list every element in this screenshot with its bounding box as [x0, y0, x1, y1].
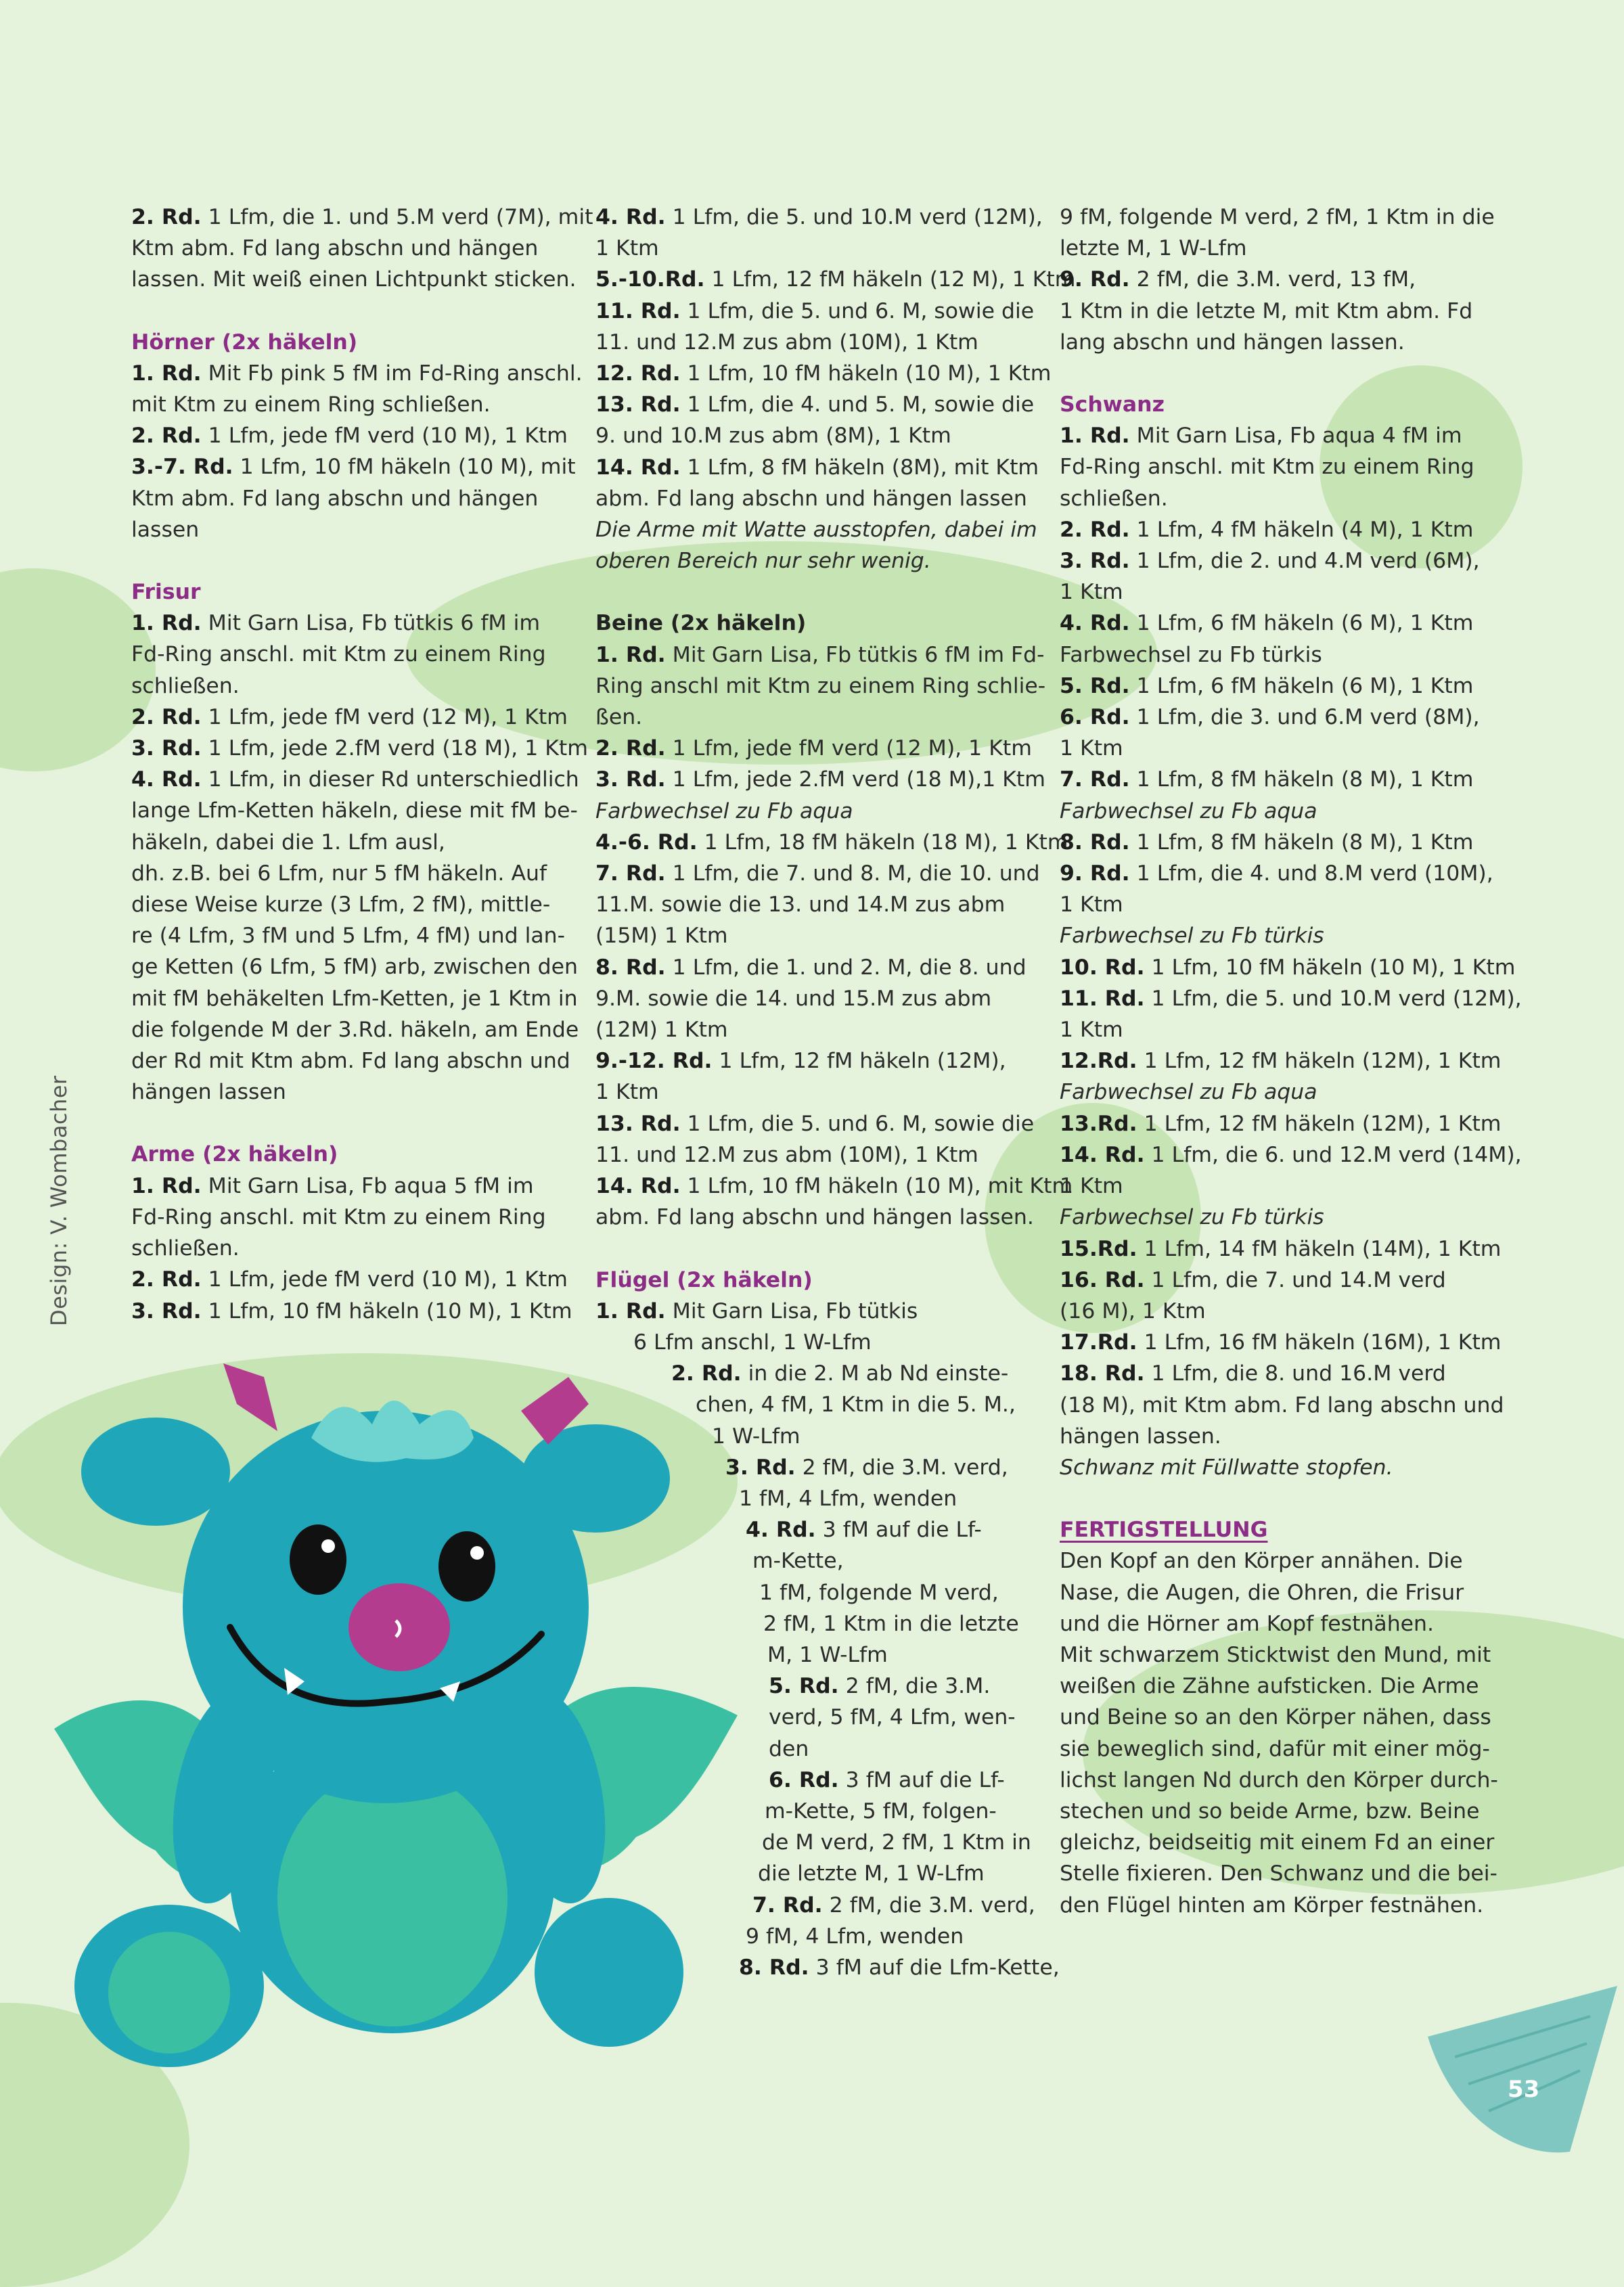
text-line: re (4 Lfm, 3 fM und 5 Lfm, 4 fM) und lan-	[131, 924, 565, 949]
text-line: schließen.	[1060, 486, 1168, 511]
text-line: 3. Rd. 1 Lfm, jede 2.fM verd (18 M),1 Ktm	[595, 767, 1045, 792]
text-line: 9.M. sowie die 14. und 15.M zus abm	[595, 986, 992, 1011]
text-line: 1 Ktm	[1060, 1018, 1123, 1043]
text-line: 4. Rd. 1 Lfm, die 5. und 10.M verd (12M),	[595, 205, 1043, 229]
text-line: 1. Rd. Mit Garn Lisa, Fb tütkis	[595, 1298, 918, 1323]
text-line: 17.Rd. 1 Lfm, 16 fM häkeln (16M), 1 Ktm	[1060, 1330, 1502, 1355]
section-heading-frisur: Frisur	[131, 580, 201, 605]
text-line: Fd-Ring anschl. mit Ktm zu einem Ring	[131, 1204, 546, 1229]
text-line: 3.-7. Rd. 1 Lfm, 10 fM häkeln (10 M), mit	[131, 455, 576, 480]
text-line: 1 W-Lfm	[712, 1424, 800, 1449]
text-line: gleichz, beidseitig mit einem Fd an einer	[1060, 1830, 1495, 1855]
text-line: häkeln, dabei die 1. Lfm ausl,	[131, 830, 445, 855]
text-line: die folgende M der 3.Rd. häkeln, am Ende	[131, 1017, 579, 1042]
belly	[277, 1769, 508, 2026]
text-line: 11. und 12.M zus abm (10M), 1 Ktm	[595, 1142, 978, 1167]
text-line: 7. Rd. 2 fM, die 3.M. verd,	[752, 1893, 1035, 1918]
text-line: 12.Rd. 1 Lfm, 12 fM häkeln (12M), 1 Ktm	[1060, 1049, 1502, 1074]
text-line: 3. Rd. 1 Lfm, 10 fM häkeln (10 M), 1 Ktm	[131, 1298, 572, 1323]
text-line: M, 1 W-Lfm	[767, 1642, 888, 1667]
text-line: und Beine so an den Körper nähen, dass	[1060, 1705, 1491, 1730]
text-line: 1. Rd. Mit Fb pink 5 fM im Fd-Ring anschl.	[131, 361, 583, 386]
text-line: 1. Rd. Mit Garn Lisa, Fb aqua 5 fM im	[131, 1173, 534, 1198]
text-line: 9 fM, 4 Lfm, wenden	[746, 1924, 964, 1949]
text-line: (18 M), mit Ktm abm. Fd lang abschn und	[1060, 1392, 1504, 1418]
text-line: den Flügel hinten am Körper festnähen.	[1060, 1893, 1484, 1918]
designer-credit: Design: V. Wombacher	[46, 1075, 72, 1326]
text-line: 1 Ktm	[1060, 580, 1123, 605]
text-line: Schwanz mit Füllwatte stopfen.	[1060, 1455, 1393, 1480]
text-line: 14. Rd. 1 Lfm, die 6. und 12.M verd (14M),	[1060, 1142, 1522, 1167]
text-line: 11. Rd. 1 Lfm, die 5. und 6. M, sowie die	[595, 298, 1035, 323]
text-line: stechen und so beide Arme, bzw. Beine	[1060, 1798, 1480, 1824]
text-line: 11. und 12.M zus abm (10M), 1 Ktm	[595, 330, 978, 355]
text-line: Fd-Ring anschl. mit Ktm zu einem Ring	[131, 642, 546, 667]
text-line: 6. Rd. 1 Lfm, die 3. und 6.M verd (8M),	[1060, 705, 1480, 730]
text-line: 13. Rd. 1 Lfm, die 5. und 6. M, sowie die	[595, 1111, 1035, 1136]
text-line: 2. Rd. 1 Lfm, jede fM verd (10 M), 1 Ktm	[131, 1267, 568, 1292]
text-line: 2. Rd. 1 Lfm, 4 fM häkeln (4 M), 1 Ktm	[1060, 517, 1474, 542]
text-line: 1 Ktm	[595, 236, 659, 261]
text-line: Farbwechsel zu Fb türkis	[1060, 642, 1322, 667]
text-line: und die Hörner am Kopf festnähen.	[1060, 1611, 1435, 1636]
text-line: Stelle fixieren. Den Schwanz und die bei-	[1060, 1861, 1497, 1886]
text-line: 1. Rd. Mit Garn Lisa, Fb tütkis 6 fM im	[131, 611, 541, 636]
text-line: Farbwechsel zu Fb aqua	[1060, 798, 1317, 823]
text-line: abm. Fd lang abschn und hängen lassen.	[595, 1205, 1034, 1230]
text-line: 6. Rd. 3 fM auf die Lf-	[769, 1767, 1005, 1792]
text-line: hängen lassen	[131, 1080, 286, 1105]
text-line: schließen.	[131, 1236, 240, 1261]
text-line: 10. Rd. 1 Lfm, 10 fM häkeln (10 M), 1 Ktm	[1060, 955, 1516, 980]
text-line: 1 Ktm	[1060, 736, 1123, 761]
text-line: sie beweglich sind, dafür mit einer mög-	[1060, 1736, 1490, 1761]
text-line: hängen lassen.	[1060, 1424, 1221, 1449]
text-line: 1 Ktm	[1060, 892, 1123, 918]
text-line: 11.M. sowie die 13. und 14.M zus abm	[595, 892, 1006, 918]
text-line: Ktm abm. Fd lang abschn und hängen	[131, 486, 539, 511]
text-line: 3. Rd. 1 Lfm, die 2. und 4.M verd (6M),	[1060, 549, 1480, 574]
text-line: 4.-6. Rd. 1 Lfm, 18 fM häkeln (18 M), 1 Ktm	[595, 830, 1068, 855]
text-line: Nase, die Augen, die Ohren, die Frisur	[1060, 1580, 1464, 1605]
corner-decoration	[1428, 1976, 1624, 2165]
text-line: mit fM behäkelten Lfm-Ketten, je 1 Ktm in	[131, 986, 578, 1011]
section-heading-arme: Arme (2x häkeln)	[131, 1142, 338, 1167]
text-line: 5. Rd. 1 Lfm, 6 fM häkeln (6 M), 1 Ktm	[1060, 673, 1474, 698]
text-line: 2. Rd. in die 2. M ab Nd einste-	[671, 1361, 1009, 1386]
text-line: abm. Fd lang abschn und hängen lassen	[595, 486, 1027, 511]
text-line: lang abschn und hängen lassen.	[1060, 330, 1405, 355]
text-line: 1 fM, 4 Lfm, wenden	[739, 1486, 957, 1511]
text-line: 3. Rd. 2 fM, die 3.M. verd,	[725, 1455, 1008, 1480]
right-eye	[438, 1531, 495, 1602]
section-heading-hoerner: Hörner (2x häkeln)	[131, 330, 358, 355]
text-line: oberen Bereich nur sehr wenig.	[595, 549, 931, 574]
text-line: de M verd, 2 fM, 1 Ktm in	[762, 1830, 1031, 1855]
left-eye	[290, 1524, 346, 1595]
text-line: 5.-10.Rd. 1 Lfm, 12 fM häkeln (12 M), 1 Ktm	[595, 267, 1076, 292]
text-line: 11. Rd. 1 Lfm, die 5. und 10.M verd (12M),	[1060, 986, 1522, 1011]
section-heading-beine: Beine (2x häkeln)	[595, 611, 807, 636]
text-line: 1 Ktm	[1060, 1174, 1123, 1199]
text-line: m-Kette,	[752, 1549, 844, 1574]
text-line: Ktm abm. Fd lang abschn und hängen	[131, 236, 539, 261]
text-line: 1. Rd. Mit Garn Lisa, Fb tütkis 6 fM im Fd-	[595, 642, 1045, 667]
text-line: 5. Rd. 2 fM, die 3.M.	[769, 1674, 991, 1699]
text-line: ge Ketten (6 Lfm, 5 fM) arb, zwischen den	[131, 955, 578, 980]
text-line: lange Lfm-Ketten häkeln, diese mit fM be-	[131, 798, 578, 823]
section-heading-fertigstellung: FERTIGSTELLUNG	[1060, 1518, 1268, 1543]
section-heading-schwanz: Schwanz	[1060, 392, 1165, 417]
text-line: diese Weise kurze (3 Lfm, 2 fM), mittle-	[131, 892, 551, 918]
text-line: m-Kette, 5 fM, folgen-	[765, 1798, 997, 1824]
text-line: 8. Rd. 3 fM auf die Lfm-Kette,	[739, 1955, 1060, 1980]
text-line: 12. Rd. 1 Lfm, 10 fM häkeln (10 M), 1 Ktm	[595, 361, 1052, 386]
text-line: lassen	[131, 517, 200, 542]
text-line: 2. Rd. 1 Lfm, jede fM verd (12 M), 1 Ktm	[131, 704, 568, 729]
text-line: Ring anschl mit Ktm zu einem Ring schlie-	[595, 673, 1046, 698]
text-line: ßen.	[595, 705, 643, 730]
text-line: 9. und 10.M zus abm (8M), 1 Ktm	[595, 424, 951, 449]
text-line: 4. Rd. 3 fM auf die Lf-	[746, 1518, 982, 1543]
text-line: Farbwechsel zu Fb türkis	[1060, 1205, 1324, 1230]
text-line: Farbwechsel zu Fb aqua	[1060, 1080, 1317, 1105]
text-line: verd, 5 fM, 4 Lfm, wen-	[769, 1705, 1016, 1730]
text-line: 1 Ktm	[595, 1080, 659, 1105]
text-line: 2. Rd. 1 Lfm, die 1. und 5.M verd (7M), mit	[131, 205, 593, 229]
text-line: 14. Rd. 1 Lfm, 10 fM häkeln (10 M), mit Ktm	[595, 1174, 1073, 1199]
text-line: 7. Rd. 1 Lfm, die 7. und 8. M, die 10. und	[595, 861, 1040, 886]
text-line: Farbwechsel zu Fb aqua	[595, 798, 853, 823]
text-line: 8. Rd. 1 Lfm, die 1. und 2. M, die 8. und	[595, 955, 1027, 980]
text-line: Fd-Ring anschl. mit Ktm zu einem Ring	[1060, 455, 1474, 480]
text-line: 4. Rd. 1 Lfm, 6 fM häkeln (6 M), 1 Ktm	[1060, 611, 1474, 636]
text-line: Die Arme mit Watte ausstopfen, dabei im	[595, 518, 1037, 543]
text-line: 9 fM, folgende M verd, 2 fM, 1 Ktm in die	[1060, 205, 1495, 229]
text-line: 2. Rd. 1 Lfm, jede fM verd (10 M), 1 Ktm	[131, 424, 568, 449]
hair	[311, 1401, 474, 1462]
text-line: den	[769, 1736, 809, 1761]
text-line: 13. Rd. 1 Lfm, die 4. und 5. M, sowie die	[595, 392, 1035, 417]
page-number: 53	[1508, 2076, 1540, 2103]
text-line: 2 fM, 1 Ktm in die letzte	[763, 1611, 1019, 1636]
left-horn	[223, 1363, 277, 1431]
text-line: (12M) 1 Ktm	[595, 1018, 728, 1043]
text-line: Den Kopf an den Körper annähen. Die	[1060, 1549, 1463, 1574]
text-line: (16 M), 1 Ktm	[1060, 1298, 1206, 1323]
right-foot	[535, 1898, 683, 2047]
text-line: 1. Rd. Mit Garn Lisa, Fb aqua 4 fM im	[1060, 424, 1462, 449]
text-line: 9. Rd. 2 fM, die 3.M. verd, 13 fM,	[1060, 267, 1416, 292]
text-line: weißen die Zähne aufsticken. Die Arme	[1060, 1674, 1479, 1699]
text-line: 7. Rd. 1 Lfm, 8 fM häkeln (8 M), 1 Ktm	[1060, 767, 1474, 792]
text-line: 8. Rd. 1 Lfm, 8 fM häkeln (8 M), 1 Ktm	[1060, 830, 1474, 855]
text-line: die letzte M, 1 W-Lfm	[758, 1861, 985, 1886]
monster-photo	[54, 1363, 744, 2081]
text-line: schließen.	[131, 673, 240, 698]
text-line: dh. z.B. bei 6 Lfm, nur 5 fM häkeln. Auf	[131, 861, 547, 886]
text-line: Farbwechsel zu Fb türkis	[1060, 924, 1324, 949]
left-ear	[81, 1418, 230, 1526]
text-line: 4. Rd. 1 Lfm, in dieser Rd unterschiedlich	[131, 767, 579, 792]
text-line: 6 Lfm anschl, 1 W-Lfm	[633, 1330, 872, 1355]
text-line: 14. Rd. 1 Lfm, 8 fM häkeln (8M), mit Ktm	[595, 455, 1039, 480]
column-3	[1060, 202, 1522, 1921]
text-line: 18. Rd. 1 Lfm, die 8. und 16.M verd	[1060, 1361, 1446, 1386]
text-line: (15M) 1 Ktm	[595, 924, 728, 949]
text-line: letzte M, 1 W-Lfm	[1060, 236, 1247, 261]
section-heading-fluegel: Flügel (2x häkeln)	[595, 1267, 813, 1292]
text-line: Mit schwarzem Sticktwist den Mund, mit	[1060, 1642, 1491, 1667]
text-line: 2. Rd. 1 Lfm, jede fM verd (12 M), 1 Ktm	[595, 736, 1032, 761]
text-line: 1 fM, folgende M verd,	[759, 1580, 999, 1605]
text-line: lassen. Mit weiß einen Lichtpunkt sticken.	[131, 267, 577, 292]
text-line: der Rd mit Ktm abm. Fd lang abschn und	[131, 1049, 570, 1074]
text-line: 16. Rd. 1 Lfm, die 7. und 14.M verd	[1060, 1267, 1446, 1292]
text-line: mit Ktm zu einem Ring schließen.	[131, 392, 491, 417]
text-line: 15.Rd. 1 Lfm, 14 fM häkeln (14M), 1 Ktm	[1060, 1236, 1502, 1261]
text-line: 9. Rd. 1 Lfm, die 4. und 8.M verd (10M),	[1060, 861, 1493, 886]
text-line: chen, 4 fM, 1 Ktm in die 5. M.,	[696, 1392, 1016, 1418]
text-line: lichst langen Nd durch den Körper durch-	[1060, 1767, 1498, 1792]
text-line: 9.-12. Rd. 1 Lfm, 12 fM häkeln (12M),	[595, 1049, 1006, 1074]
column-1	[131, 202, 593, 1327]
text-line: 13.Rd. 1 Lfm, 12 fM häkeln (12M), 1 Ktm	[1060, 1111, 1502, 1136]
text-line: 3. Rd. 1 Lfm, jede 2.fM verd (18 M), 1 Ktm	[131, 736, 588, 761]
text-line: 1 Ktm in die letzte M, mit Ktm abm. Fd	[1060, 298, 1473, 323]
